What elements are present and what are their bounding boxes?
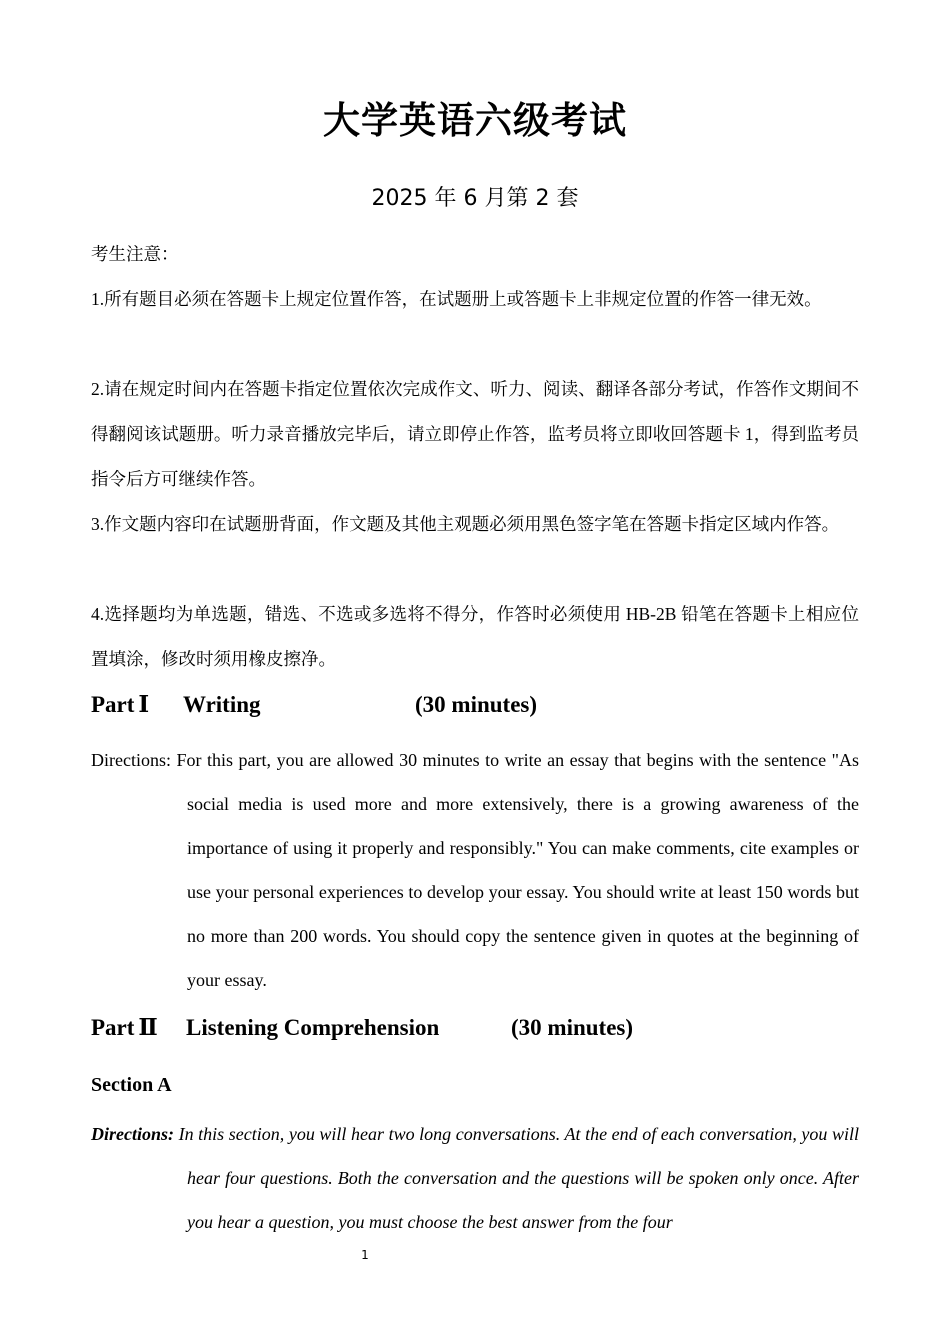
part2-numeral: Ⅱ <box>138 1015 158 1040</box>
part1-directions-lead: Directions: <box>91 750 171 770</box>
notice-item-4: 4.选择题均为单选题，错选、不选或多选将不得分，作答时必须使用 HB-2B 铅笔在答题卡上相应位置填涂，修改时须用橡皮擦净。 <box>91 604 859 669</box>
part1-name: Writing <box>183 692 261 717</box>
part2-directions-lead: Directions: <box>91 1124 174 1144</box>
part1-directions <box>91 738 859 1002</box>
part2-directions-text: In this section, you will hear two long conversations. At the end of each conversation, you will hear four questions. Both the conversation and the questions will be spoken only once. After you hear a question, you must choose the best answer from the four <box>178 1124 860 1232</box>
part1-numeral: Ⅰ <box>138 692 150 717</box>
part2-name: Listening Comprehension <box>186 1015 440 1040</box>
notice-header: 考生注意： <box>91 244 179 264</box>
part1-heading <box>91 688 538 722</box>
exam-title: 大学英语六级考试 <box>323 99 627 142</box>
part2-heading <box>91 1011 634 1045</box>
section-a-title: Section A <box>91 1074 172 1096</box>
page-number: 1 <box>361 1248 369 1262</box>
part1-label: Part <box>91 692 135 717</box>
part2-minutes: (30 minutes) <box>511 1015 634 1040</box>
part2-label: Part <box>91 1015 135 1040</box>
notice-item-1: 1.所有题目必须在答题卡上规定位置作答，在试题册上或答题卡上非规定位置的作答一律无效。 <box>91 289 822 309</box>
part2-directions <box>91 1112 859 1244</box>
exam-subtitle: 2025 年 6 月第 2 套 <box>371 186 579 211</box>
part1-minutes: (30 minutes) <box>415 692 538 717</box>
notice-item-2: 2.请在规定时间内在答题卡指定位置依次完成作文、听力、阅读、翻译各部分考试，作答作文期间不得翻阅该试题册。听力录音播放完毕后，请立即停止作答，监考员将立即收回答题卡 1，得到监考员指令后方可继续作答。 <box>91 379 859 489</box>
notice-item-3: 3.作文题内容印在试题册背面，作文题及其他主观题必须用黑色签字笔在答题卡指定区域内作答。 <box>91 514 840 534</box>
part1-directions-text: For this part, you are allowed 30 minutes to write an essay that begins with the sentence "As social media is used more and more extensively, there is a growing awareness of the importance of using it properly and responsibly." You can make comments, cite examples or use your personal experiences to develop your essay. You should write at least 150 words but no more than 200 words. You should copy the sentence given in quotes at the beginning of your essay. <box>176 750 860 990</box>
